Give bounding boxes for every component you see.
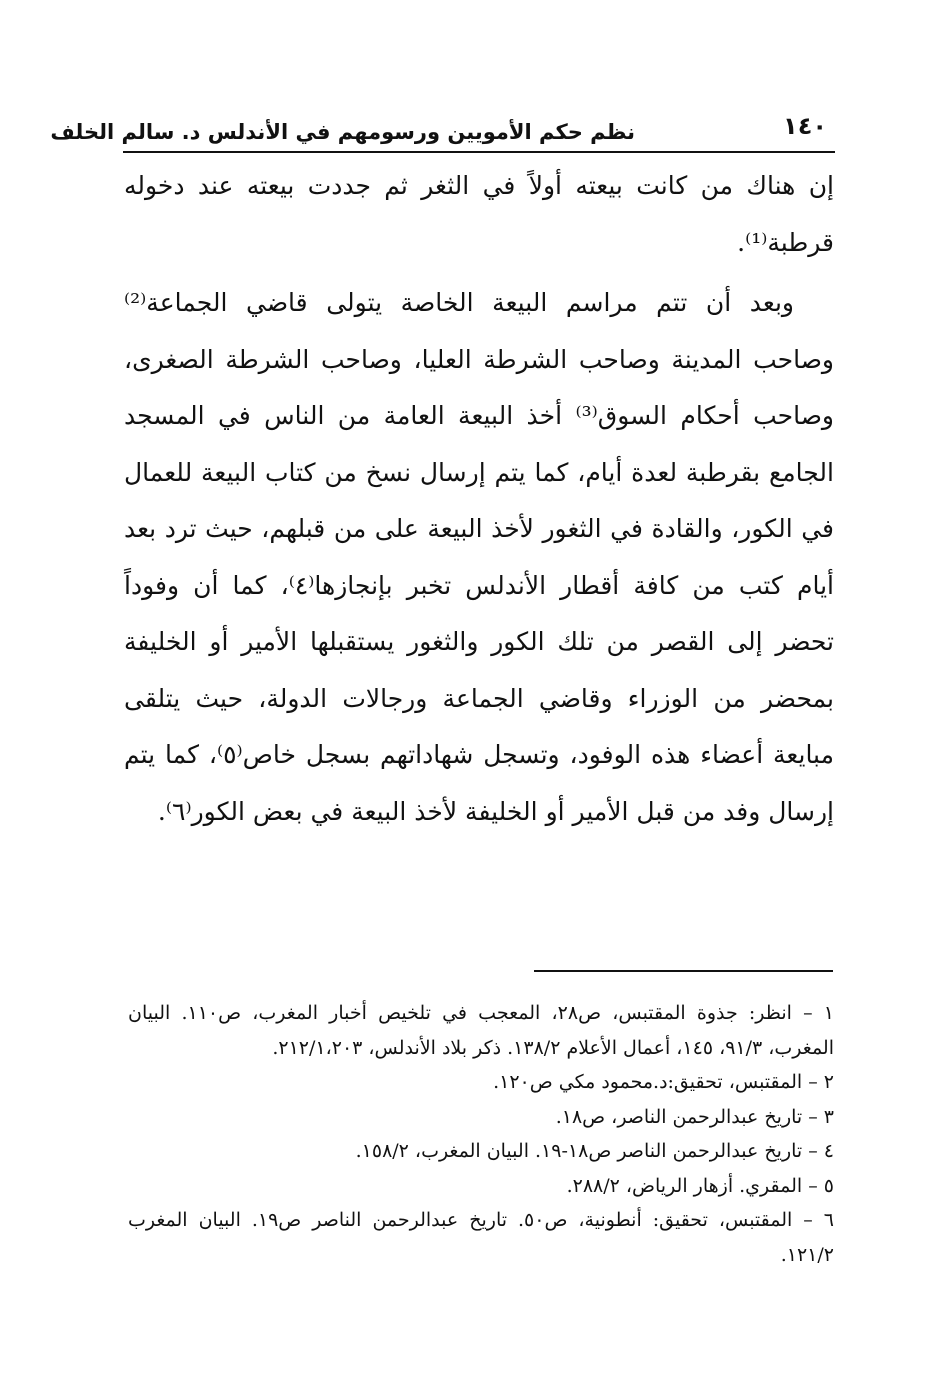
footnote-6: ٦ – المقتبس، تحقيق: أنطونية، ص٥٠. تاريخ عبدالرحمن الناصر ص١٩. البيان المغرب ١٢١/٢. (128, 1209, 835, 1266)
main-text (124, 158, 834, 840)
footnote-4: ٤ – تاريخ عبدالرحمن الناصر ص١٨-١٩. البيان المغرب، ١٥٨/٢. (355, 1140, 834, 1162)
body-paragraph-1: إن هناك من كانت بيعته أولاً في الثغر ثم جددت بيعته عند دخوله قرطبة⁽¹⁾. (124, 171, 834, 257)
footnote-2: ٢ – المقتبس، تحقيق:د.محمود مكي ص١٢٠. (493, 1071, 834, 1093)
page-header (50, 112, 835, 152)
page-number: ١٤٠ (783, 112, 827, 140)
running-title: نظم حكم الأمويين ورسومهم في الأندلس د. سالم الخلف (50, 120, 635, 144)
footnotes (128, 996, 834, 1272)
footnote-divider (534, 970, 833, 972)
footnote-3: ٣ – تاريخ عبدالرحمن الناصر، ص١٨. (555, 1105, 834, 1128)
footnote-5: ٥ – المقري. أزهار الرياض، ٢٨٨/٢. (566, 1174, 834, 1197)
body-paragraph-2: وبعد أن تتم مراسم البيعة الخاصة يتولى قاضي الجماعة⁽²⁾ وصاحب المدينة وصاحب الشرطة العليا، وصاحب الشرطة الصغرى، وصاحب أحكام السوق⁽³⁾ أخذ البيعة العامة من الناس في المسجد الجامع بقرطبة لعدة أيام، كما يتم إرسال نسخ من كتاب البيعة للعمال في الكور، والقادة في الثغور لأخذ البيعة على من قبلهم، حيث ترد بعد أيام كتب من كافة أقطار الأندلس تخبر بإنجازها⁽٤⁾، كما أن وفوداً تحضر إلى القصر من تلك الكور والثغور يستقبلها الأمير أو الخليفة بمحضر من الوزراء وقاضي الجماعة ورجالات الدولة، حيث يتلقى مبايعة أعضاء هذه الوفود، وتسجل شهاداتهم بسجل خاص⁽٥⁾، كما يتم إرسال وفد من قبل الأمير أو الخليفة لأخذ البيعة في بعض الكور⁽٦⁾. (124, 288, 834, 826)
header-divider (123, 151, 835, 153)
footnote-1: ١ – انظر: جذوة المقتبس، ص٢٨، المعجب في تلخيص أخبار المغرب، ص١١٠. البيان المغرب، ٩١/٣، ١٤٥، أعمال الأعلام ١٣٨/٢. ذكر بلاد الأندلس، ٢١٢/١،٢٠٣. (128, 1002, 834, 1059)
